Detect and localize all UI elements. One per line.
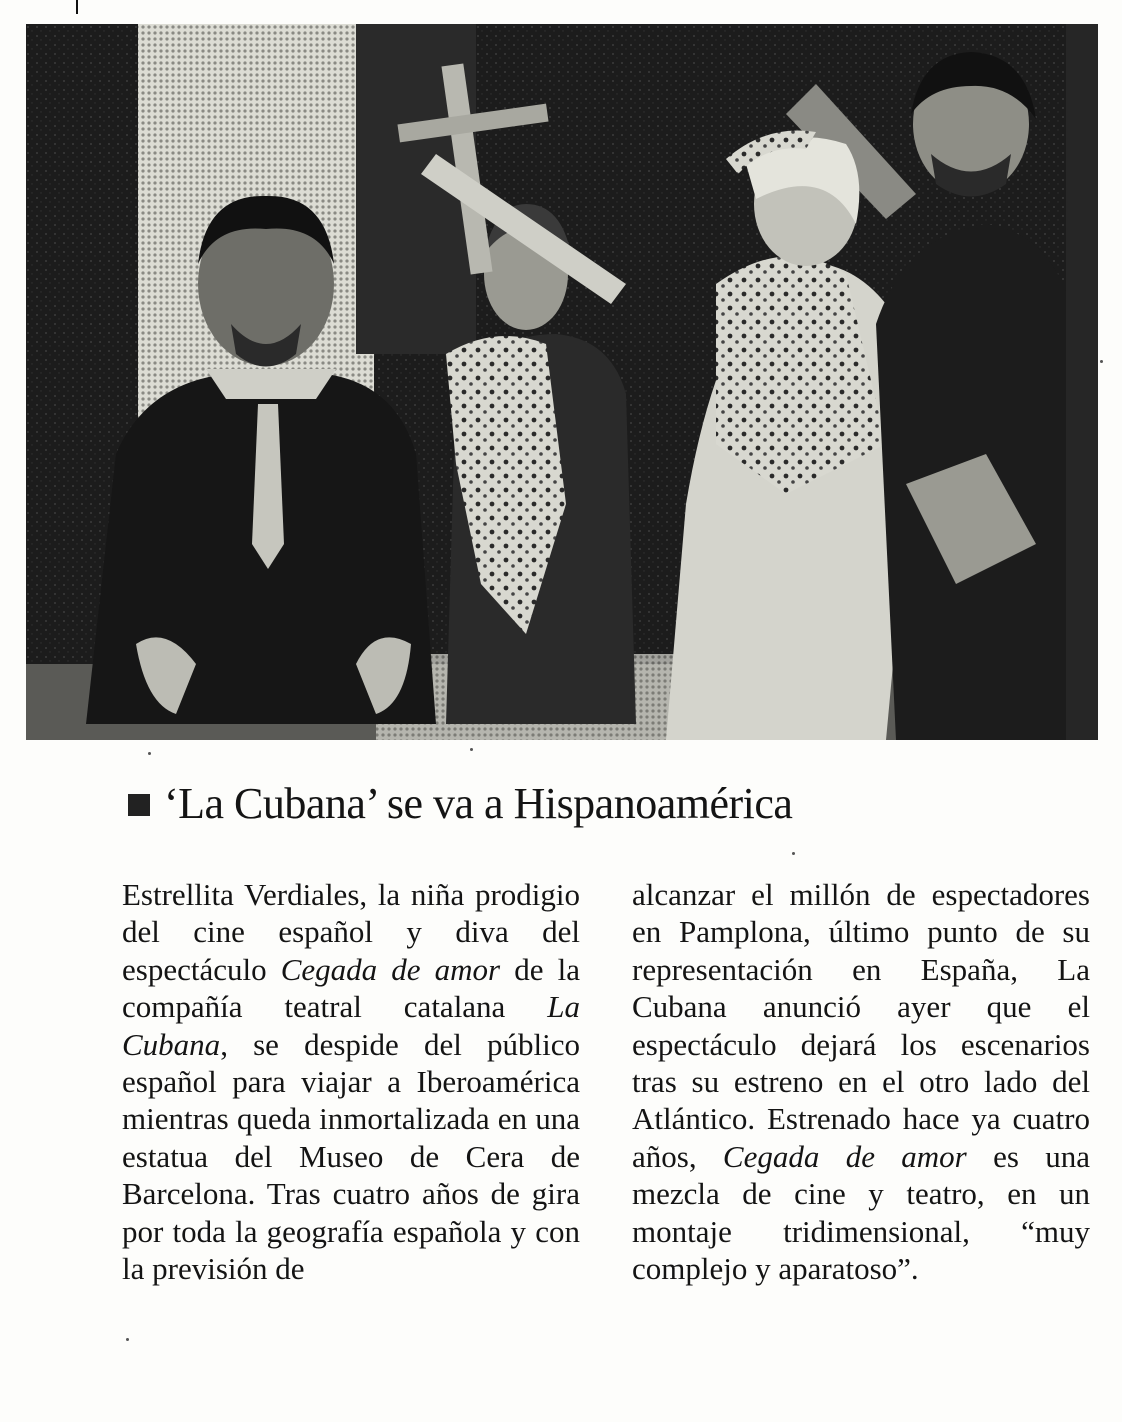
print-speck	[470, 748, 473, 751]
right-text-2: es una mezcla de cine y teatro, en un montaje tridimensional, “muy complejo y aparatoso”.	[632, 1138, 1091, 1287]
left-text-3: , se despide del público español para viajar a Iberoamérica mientras queda inmortalizada en una estatua del Museo de Cera de Barcelona. Tras cuatro años de gira por toda la geografía española y con la previsión de	[122, 1026, 580, 1287]
article-paragraph-left	[122, 876, 580, 1287]
headline-text: ‘La Cubana’ se va a Hispanoamérica	[164, 779, 793, 828]
article-column-left	[122, 876, 580, 1287]
right-text-1: alcanzar el millón de espectadores en Pamplona, último punto de su representación en España, La Cubana anunció ayer que el espectáculo dejará los escenarios tras su estreno en el otro lado del Atlántico. Estrenado hace ya cuatro años,	[632, 877, 1090, 1174]
left-text-2: de la compañía teatral catalana	[122, 951, 580, 1025]
news-photo	[26, 24, 1098, 740]
bullet-square-icon	[128, 794, 150, 816]
article-paragraph-right	[632, 876, 1090, 1287]
left-text-1: Estrellita Verdiales, la niña prodigio del cine español y diva del espectáculo	[122, 877, 580, 987]
title-cegada-de-amor: Cegada de amor	[280, 951, 501, 987]
article-column-right	[632, 876, 1090, 1287]
print-speck	[148, 752, 151, 755]
company-la-cubana: La Cubana	[122, 989, 580, 1062]
print-speck	[1100, 360, 1103, 363]
print-speck	[126, 1338, 129, 1341]
title-cegada-de-amor-2: Cegada de amor	[722, 1138, 967, 1174]
print-speck	[792, 852, 795, 855]
corner-crop-mark	[76, 0, 78, 14]
headline	[128, 778, 792, 829]
